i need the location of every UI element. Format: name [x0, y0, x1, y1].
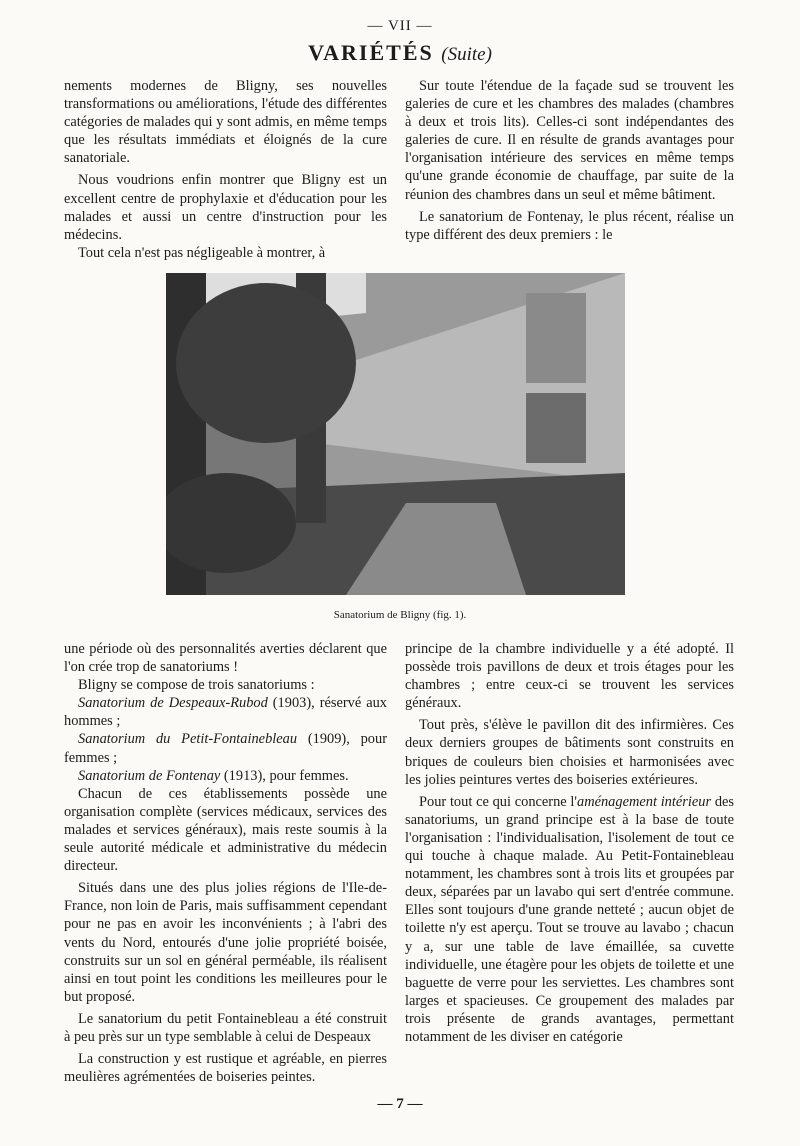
paragraph: une période où des personnalités averties déclarent que l'on crée trop de sanatoriums ! — [64, 641, 387, 676]
paragraph: La construction y est rustique et agréable, en pierres meulières agrémentées de boiseries peintes. — [64, 1051, 387, 1086]
figure-caption: Sanatorium de Bligny (fig. 1). — [333, 609, 467, 621]
text-run: Pour tout ce qui concerne l' — [419, 793, 578, 810]
sanatorium-name: Sanatorium de Despeaux-Rubod — [78, 695, 268, 712]
roman-page-number: — VII — — [367, 18, 433, 34]
paragraph: nements modernes de Bligny, ses nouvelles transformations ou améliorations, l'étude des différentes catégories de malades qui y sont admis, en même temps que les résultats immédiats et éloignés de la cure sanatoriale. — [64, 78, 387, 167]
column-top-right — [405, 77, 734, 244]
paragraph: principe de la chambre individuelle y a été adopté. Il possède trois pavillons de deux et trois étages pour les chambres ; entre ceux-ci se trouvent les services généraux. — [405, 641, 734, 712]
sanatorium-detail: (1909), pour femmes ; — [64, 731, 387, 766]
sanatorium-photograph — [166, 273, 625, 595]
sanatorium-entry — [64, 730, 387, 766]
paragraph: Situés dans une des plus jolies régions de l'Ile-de-France, non loin de Paris, mais suffisamment cependant pour ne pas en avoir les inconvénients ; à l'abri des vents du Nord, entourés d'une jolie propriété boisée, construits sur un sol en général perméable, ils réalisent ainsi en tout point les conditions les meilleures pour le but proposé. — [64, 880, 387, 1005]
section-title — [0, 40, 800, 66]
sanatorium-entry — [64, 694, 387, 730]
paragraph: Sur toute l'étendue de la façade sud se trouvent les galeries de cure et les chambres des malades (chambres à deux et trois lits). Celles-ci sont indépendantes des galeries de cure. Il en résulte de grands avantages pour l'organisation intérieure des services en même temps qu'une grande économie de chauffage, par suite de la réunion des chambres dans un seul et même bâtiment. — [405, 78, 734, 203]
paragraph: Nous voudrions enfin montrer que Bligny est un excellent centre de prophylaxie et d'éducation pour les malades et aussi un centre d'instruction pour les médecins. — [64, 172, 387, 243]
paragraph: Le sanatorium du petit Fontainebleau a été construit à peu près sur un type semblable à celui de Despeaux — [64, 1010, 387, 1045]
sanatorium-detail: (1903), réservé aux hommes ; — [64, 695, 387, 730]
paragraph — [405, 793, 734, 1046]
section-subtitle: (Suite) — [441, 44, 492, 65]
paragraph: Chacun de ces établissements possède une organisation complète (services médicaux, services des malades et services généraux), mais reste soumis à la seule autorité médicale et administrative du médecin directeur. — [64, 785, 387, 875]
paragraph: Bligny se compose de trois sanatoriums : — [78, 677, 315, 694]
column-bottom-left — [64, 640, 387, 1086]
sanatorium-name: Sanatorium du Petit-Fontainebleau — [78, 731, 298, 748]
column-bottom-right — [405, 640, 734, 1046]
column-top-left — [64, 77, 387, 262]
paragraph: Tout près, s'élève le pavillon dit des infirmières. Ces deux derniers groupes de bâtiments sont construits en briques de couleurs bien choisies et harmonisées avec les jolies peintures vertes des boiseries extérieures. — [405, 717, 734, 788]
section-title-text: VARIÉTÉS — [308, 40, 434, 65]
sanatorium-entry — [64, 767, 387, 785]
paragraph: Le sanatorium de Fontenay, le plus récent, réalise un type différent des deux premiers : le — [405, 208, 734, 243]
page-number: — 7 — — [377, 1096, 423, 1112]
emphasis: aménagement intérieur — [577, 793, 712, 810]
text-run: des sanatoriums, un grand principe est à la base de toute l'organisation : l'individualisation, l'isolement de tout ce qui touche à chaque malade. Au Petit-Fontainebleau notamment, les chambres sont à trois lits et groupées par deux, séparées par un lavabo qui sert d'entrée commune. Elles sont toujours d'une grande netteté ; aucun objet de toilette n'y est aperçu. Tout se trouve au lavabo ; chacun y a, sur une table de lave émaillée, sa cuvette individuelle, une étagère pour les objets de toilette et une baguette de verre pour les serviettes. Les chambres sont larges et spacieuses. Ce groupement des malades par trois présente de grands avantages, permettant notamment de les diviser en catégorie — [405, 793, 734, 1045]
sanatorium-detail: (1913), pour femmes. — [220, 767, 349, 784]
sanatorium-name: Sanatorium de Fontenay — [78, 767, 221, 784]
paragraph: Tout cela n'est pas négligeable à montrer, à — [78, 244, 326, 261]
